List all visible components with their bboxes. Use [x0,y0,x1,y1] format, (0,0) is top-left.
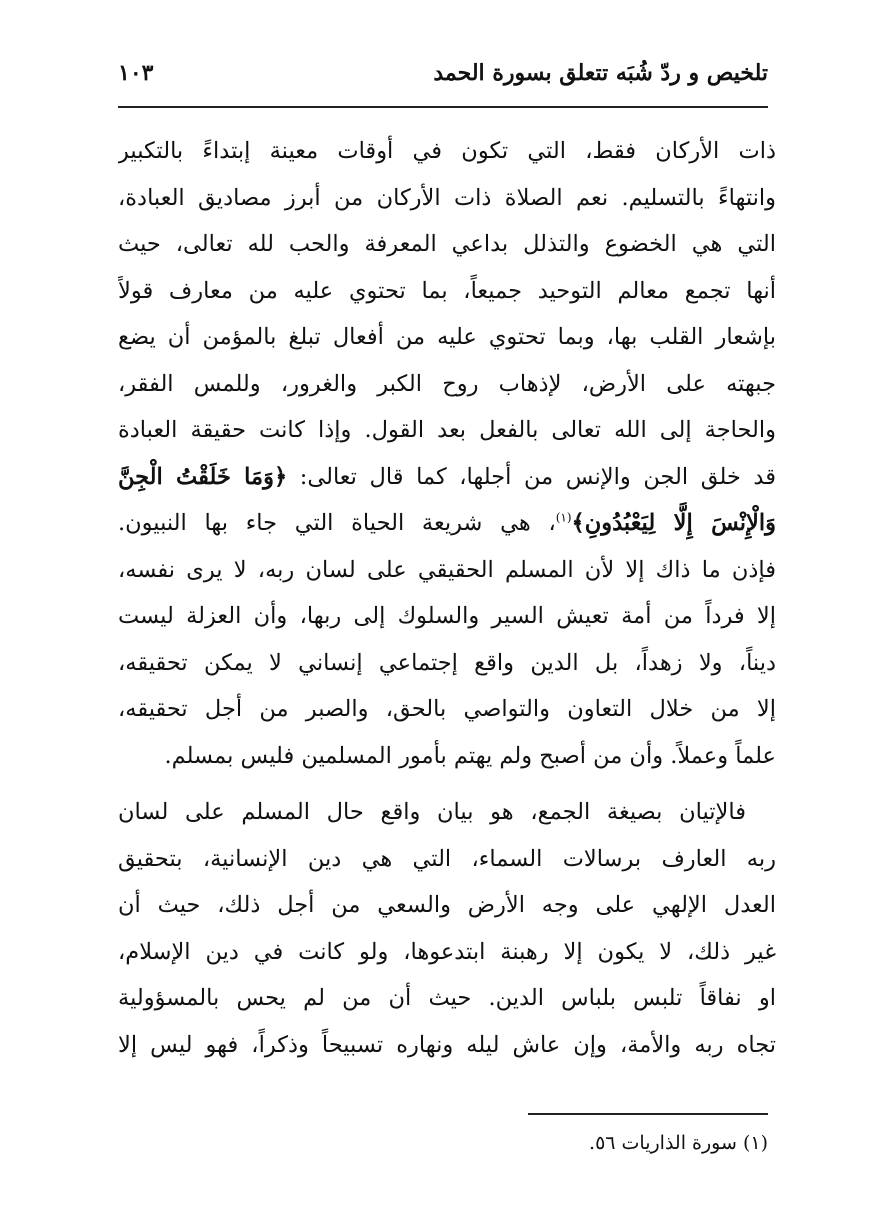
body-text [118,128,776,1068]
page-header [118,56,768,100]
text-line: تجاه ربه والأمة، وإن عاش ليله ونهاره تسبيحاً وذكراً، فهو ليس إلا [118,1031,776,1058]
text-line: وانتهاءً بالتسليم. نعم الصلاة ذات الأركان من أبرز مصاديق العبادة، [118,184,776,211]
quran-verse: وَالْإِنْسَ إِلَّا لِيَعْبُدُونِ﴾ [571,510,776,536]
text-line: إلا من خلال التعاون والتواصي بالحق، والصبر من أجل تحقيقه، [118,696,776,722]
text-line [118,500,776,547]
text-line: أنها تجمع معالم التوحيد جميعاً، بما تحتوي عليه من معارف قولاً [118,277,776,304]
text-line: التي هي الخضوع والتذلل بداعي المعرفة والحب لله تعالى، حيث [118,231,776,257]
footnote-reference: (١) [555,510,572,525]
text-line: ربه العارف برسالات السماء، التي هي دين الإنسانية، بتحقيق [118,845,776,872]
footnote: (١) سورة الذاريات ٥٦. [589,1132,768,1154]
quran-verse: ﴿وَمَا خَلَقْتُ الْجِنَّ [118,463,288,490]
footnote-divider [528,1113,768,1115]
text-line: او نفاقاً تلبس بلباس الدين. حيث أن من لم يحس بالمسؤولية [118,985,776,1011]
text-line: بإشعار القلب بها، وبما تحتوي عليه من أفعال تبلغ بالمؤمن أن يضع [118,324,776,350]
header-divider [118,106,768,108]
text-line: جبهته على الأرض، لإذهاب روح الكبر والغرور، وللمس الفقر، [118,370,776,397]
text-line: ديناً، ولا زهداً، بل الدين واقع إجتماعي إنساني لا يمكن تحقيقه، [118,649,776,676]
line-text: قد خلق الجن والإنس من أجلها، كما قال تعالى: [287,463,776,490]
paragraph-gap [118,779,776,789]
text-line: علماً وعملاً. وأن من أصبح ولم يهتم بأمور المسلمين فليس بمسلم. [164,742,776,769]
text-line: فإذن ما ذاك إلا لأن المسلم الحقيقي على لسان ربه، لا يرى نفسه، [118,556,776,583]
text-line [118,454,776,501]
text-line: غير ذلك، لا يكون إلا رهبنة ابتدعوها، ولو كانت في دين الإسلام، [118,938,776,965]
line-text: ، هي شريعة الحياة التي جاء بها النبيون. [118,510,556,536]
page-number: ١٠٣ [118,60,154,86]
text-line: إلا فرداً من أمة تعيش السير والسلوك إلى ربها، وأن العزلة ليست [118,603,776,629]
text-line: ذات الأركان فقط، التي تكون في أوقات معينة إبتداءً بالتكبير [118,138,776,164]
text-line: فالإتيان بصيغة الجمع، هو بيان واقع حال المسلم على لسان [118,799,746,825]
text-line: والحاجة إلى الله تعالى بالفعل بعد القول. وإذا كانت حقيقة العبادة [118,417,776,443]
text-line: العدل الإلهي على وجه الأرض والسعي من أجل ذلك، حيث أن [118,892,776,918]
running-title: تلخيص و ردّ شُبَه تتعلق بسورة الحمد [433,60,768,86]
